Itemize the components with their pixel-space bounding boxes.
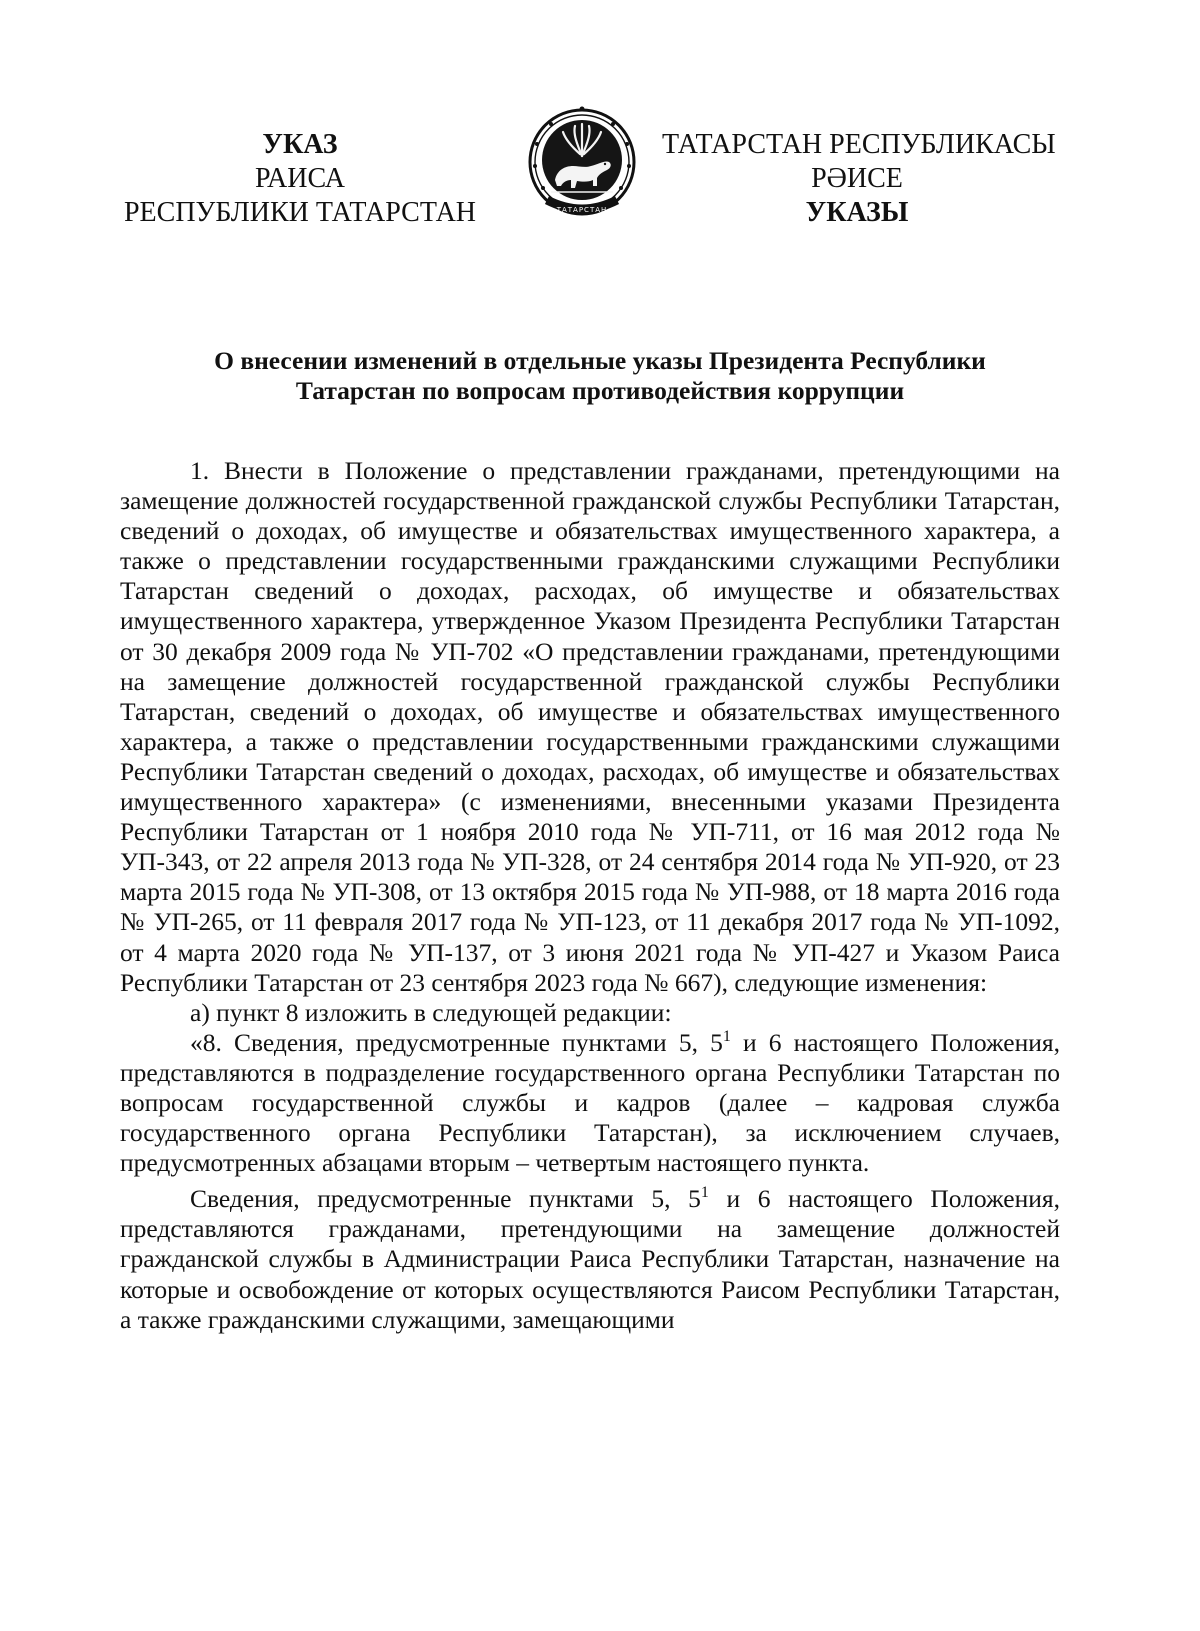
superscript-1: 1 [722, 1027, 731, 1045]
paragraph-4-end: и 6 настоящего Положения, представляются гражданами, претендующими на замещение должностей гражданской службы в Администрации Раиса Республики Татарстан, назначение на которые и освобождение от которых осуществляются Раисом Республики Татарстан, а также гражданскими служащими, замещающими [120, 1184, 1060, 1334]
paragraph-4 [120, 1184, 1060, 1334]
header-left-decree: УКАЗ [262, 129, 338, 160]
paragraph-3-end: и 6 настоящего Положения, представляются в подразделение государственного органа Республики Татарстан по вопросам государственной службы и кадров (далее – кадровая служба государственного органа Республики Татарстан), за исключением случаев, предусмотренных абзацами вторым – четвертым настоящего пункта. [120, 1027, 1060, 1178]
svg-text:ТАТАРСТАН: ТАТАРСТАН [556, 206, 608, 214]
document-body [120, 456, 1060, 1335]
tatarstan-coat-of-arms-icon [517, 104, 647, 222]
header-left-republic: РЕСПУБЛИКИ ТАТАРСТАН [123, 197, 477, 228]
superscript-2: 1 [700, 1184, 709, 1202]
header-left-block [110, 128, 490, 230]
paragraph-3-start: «8. Сведения, предусмотренные пунктами 5, 5 [190, 1027, 723, 1057]
header-right-head: РӘИСЕ [811, 163, 903, 194]
document-title [140, 346, 1060, 406]
paragraph-4-start: Сведения, предусмотренные пунктами 5, 5 [190, 1184, 701, 1214]
header-left-head: РАИСА [255, 163, 345, 194]
header-right-block [662, 128, 1056, 230]
paragraph-1: 1. Внести в Положение о представлении гражданами, претендующими на замещение должностей государственной гражданской службы Республики Татарстан, сведений о доходах, об имуществе и обязательствах имущественного характера, а также о представлении государственными гражданскими служащими Республики Татарстан сведений о доходах, расходах, об имуществе и обязательствах имущественного характера, утвержденное Указом Президента Республики Татарстан от 30 декабря 2009 года № УП-702 «О представлении гражданами, претендующими на замещение должностей государственной гражданской службы Республики Татарстан, сведений о доходах, об имуществе и обязательствах имущественного характера, а также о представлении государственными гражданскими служащими Республики Татарстан сведений о доходах, расходах, об имуществе и обязательствах имущественного характера» (с изменениями, внесенными указами Президента Республики Татарстан от 1 ноября 2010 года № УП-711, от 16 мая 2012 года № УП-343, от 22 апреля 2013 года № УП-328, от 24 сентября 2014 года № УП-920, от 23 марта 2015 года № УП-308, от 13 октября 2015 года № УП-988, от 18 марта 2016 года № УП-265, от 11 февраля 2017 года № УП-123, от 11 декабря 2017 года № УП-1092, от 4 марта 2020 года № УП-137, от 3 июня 2021 года № УП-427 и Указом Раиса Республики Татарстан от 23 сентября 2023 года № 667), следующие изменения: [120, 456, 1060, 997]
title-line-1: О внесении изменений в отдельные указы Президента Республики [214, 346, 986, 375]
title-line-2: Татарстан по вопросам противодействия коррупции [295, 376, 905, 405]
paragraph-3 [120, 1028, 1060, 1178]
paragraph-2: а) пункт 8 изложить в следующей редакции: [190, 997, 672, 1027]
header-right-republic: ТАТАРСТАН РЕСПУБЛИКАСЫ [662, 129, 1056, 160]
header-right-decree: УКАЗЫ [805, 197, 909, 228]
